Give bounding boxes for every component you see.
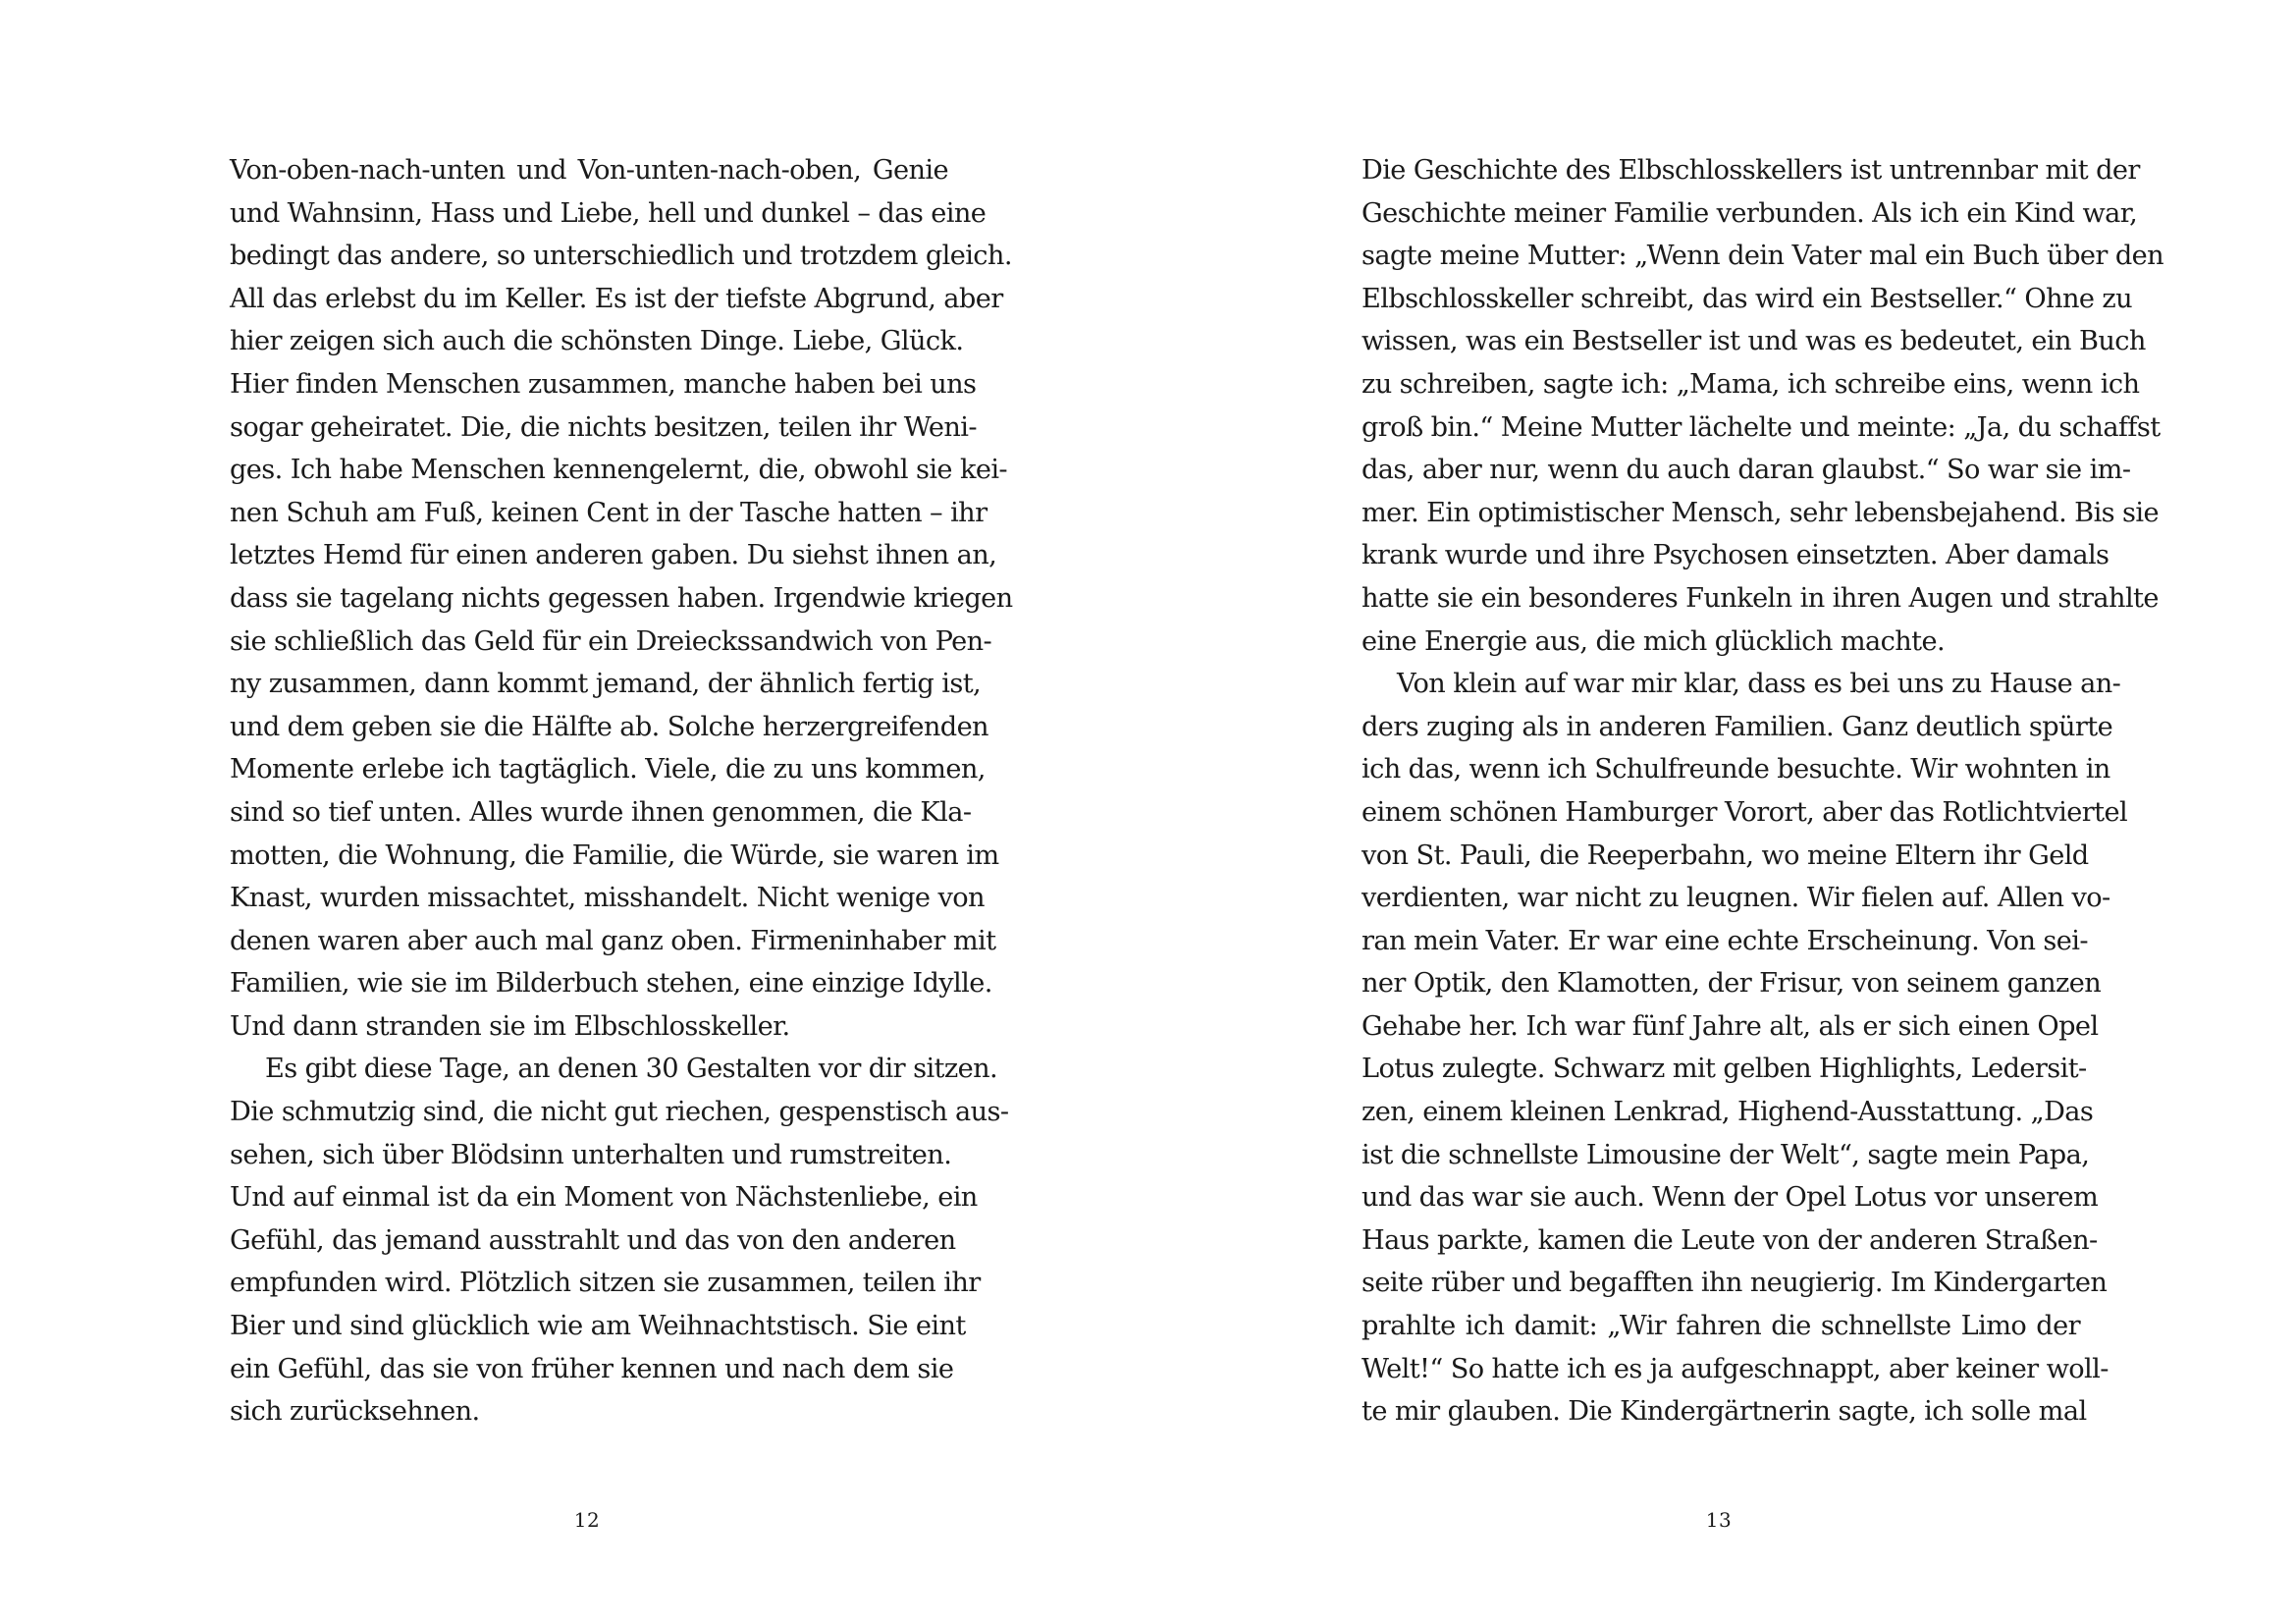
text-line: denen waren aber auch mal ganz oben. Firmeninhaber mit xyxy=(230,925,996,956)
text-line: hier zeigen sich auch die schönsten Dinge. Liebe, Glück. xyxy=(230,326,964,357)
text-line: zen, einem kleinen Lenkrad, Highend-Ausstattung. „Das xyxy=(1362,1097,2094,1128)
text-line: All das erlebst du im Keller. Es ist der tiefste Abgrund, aber xyxy=(230,283,1003,314)
text-line: Die Geschichte des Elbschlosskellers ist untrennbar mit der xyxy=(1362,155,2140,186)
text-line: sich zurücksehnen. xyxy=(230,1396,480,1428)
text-line: hatte sie ein besonderes Funkeln in ihren Augen und strahlte xyxy=(1362,582,2159,614)
text-line: Bier und sind glücklich wie am Weihnachtstisch. Sie eint xyxy=(230,1311,966,1342)
text-line: Momente erlebe ich tagtäglich. Viele, die zu uns kommen, xyxy=(230,754,986,785)
text-line: prahlte ich damit: „Wir fahren die schnellste Limo der xyxy=(1362,1311,2080,1342)
right-page-number: 13 xyxy=(1705,1508,1733,1532)
text-line: seite rüber und begafften ihn neugierig. Im Kindergarten xyxy=(1362,1268,2108,1299)
text-line: sagte meine Mutter: „Wenn dein Vater mal ein Buch über den xyxy=(1362,241,2164,272)
text-line: ders zuging als in anderen Familien. Ganz deutlich spürte xyxy=(1362,711,2113,742)
text-line: te mir glauben. Die Kindergärtnerin sagte, ich solle mal xyxy=(1362,1396,2087,1428)
text-line: sie schließlich das Geld für ein Dreieckssandwich von Pen- xyxy=(230,625,992,657)
text-line: ny zusammen, dann kommt jemand, der ähnlich fertig ist, xyxy=(230,669,982,700)
text-line: dass sie tagelang nichts gegessen haben. Irgendwie kriegen xyxy=(230,582,1013,614)
text-line: krank wurde und ihre Psychosen einsetzten. Aber damals xyxy=(1362,540,2109,571)
text-line: Lotus zulegte. Schwarz mit gelben Highlights, Ledersit- xyxy=(1362,1054,2087,1085)
right-page xyxy=(1148,0,2296,1624)
text-line: und das war sie auch. Wenn der Opel Lotus vor unserem xyxy=(1362,1182,2099,1214)
text-line: Die schmutzig sind, die nicht gut riechen, gespenstisch aus- xyxy=(230,1097,1009,1128)
text-line: sogar geheiratet. Die, die nichts besitzen, teilen ihr Weni- xyxy=(230,411,977,443)
text-line: zu schreiben, sagte ich: „Mama, ich schreibe eins, wenn ich xyxy=(1362,368,2140,400)
text-line: motten, die Wohnung, die Familie, die Würde, sie waren im xyxy=(230,839,999,871)
text-line: wissen, was ein Bestseller ist und was es bedeutet, ein Buch xyxy=(1362,326,2146,357)
text-line: ist die schnellste Limousine der Welt“, sagte mein Papa, xyxy=(1362,1139,2090,1170)
text-line: Hier finden Menschen zusammen, manche haben bei uns xyxy=(230,368,977,400)
text-line: Welt!“ So hatte ich es ja aufgeschnappt, aber keiner woll- xyxy=(1362,1353,2109,1384)
text-line: und Wahnsinn, Hass und Liebe, hell und dunkel – das eine xyxy=(230,197,987,229)
text-line: bedingt das andere, so unterschiedlich und trotzdem gleich. xyxy=(230,241,1012,272)
text-line: Gehabe her. Ich war fünf Jahre alt, als er sich einen Opel xyxy=(1362,1010,2099,1042)
text-line: Elbschlosskeller schreibt, das wird ein Bestseller.“ Ohne zu xyxy=(1362,283,2133,314)
text-line: verdienten, war nicht zu leugnen. Wir fielen auf. Allen vo- xyxy=(1362,883,2110,914)
text-line: sind so tief unten. Alles wurde ihnen genommen, die Kla- xyxy=(230,796,972,828)
text-line: letztes Hemd für einen anderen gaben. Du siehst ihnen an, xyxy=(230,540,997,571)
text-line: und dem geben sie die Hälfte ab. Solche herzergreifenden xyxy=(230,711,988,742)
text-line: Familien, wie sie im Bilderbuch stehen, eine einzige Idylle. xyxy=(230,968,992,1000)
text-line: Von-oben-nach-unten und Von-unten-nach-oben, Genie xyxy=(230,155,948,186)
text-line: Es gibt diese Tage, an denen 30 Gestalten vor dir sitzen. xyxy=(265,1054,998,1085)
text-line: mer. Ein optimistischer Mensch, sehr lebensbejahend. Bis sie xyxy=(1362,497,2159,528)
text-line: Und auf einmal ist da ein Moment von Nächstenliebe, ein xyxy=(230,1182,978,1214)
text-line: Gefühl, das jemand ausstrahlt und das von den anderen xyxy=(230,1224,956,1256)
text-line: von St. Pauli, die Reeperbahn, wo meine Eltern ihr Geld xyxy=(1362,839,2089,871)
text-line: ich das, wenn ich Schulfreunde besuchte. Wir wohnten in xyxy=(1362,754,2110,785)
text-line: Geschichte meiner Familie verbunden. Als ich ein Kind war, xyxy=(1362,197,2138,229)
text-line: Von klein auf war mir klar, dass es bei uns zu Hause an- xyxy=(1397,669,2121,700)
text-line: einem schönen Hamburger Vorort, aber das Rotlichtviertel xyxy=(1362,796,2128,828)
text-line: sehen, sich über Blödsinn unterhalten und rumstreiten. xyxy=(230,1139,952,1170)
text-line: Und dann stranden sie im Elbschlosskeller. xyxy=(230,1010,790,1042)
text-line: ner Optik, den Klamotten, der Frisur, von seinem ganzen xyxy=(1362,968,2102,1000)
right-page-text xyxy=(1362,149,2164,1434)
text-line: ran mein Vater. Er war eine echte Erscheinung. Von sei- xyxy=(1362,925,2088,956)
text-line: Knast, wurden missachtet, misshandelt. Nicht wenige von xyxy=(230,883,985,914)
text-line: ein Gefühl, das sie von früher kennen und nach dem sie xyxy=(230,1353,954,1384)
text-line: ges. Ich habe Menschen kennengelernt, die, obwohl sie kei- xyxy=(230,455,1008,486)
text-line: eine Energie aus, die mich glücklich machte. xyxy=(1362,625,1946,657)
text-line: groß bin.“ Meine Mutter lächelte und meinte: „Ja, du schaffst xyxy=(1362,411,2161,443)
text-line: empfunden wird. Plötzlich sitzen sie zusammen, teilen ihr xyxy=(230,1268,981,1299)
left-page-number: 12 xyxy=(573,1508,601,1532)
text-line: das, aber nur, wenn du auch daran glaubst.“ So war sie im- xyxy=(1362,455,2131,486)
text-line: Haus parkte, kamen die Leute von der anderen Straßen- xyxy=(1362,1224,2098,1256)
text-line: nen Schuh am Fuß, keinen Cent in der Tasche hatten – ihr xyxy=(230,497,988,528)
left-page-text xyxy=(230,149,1013,1434)
